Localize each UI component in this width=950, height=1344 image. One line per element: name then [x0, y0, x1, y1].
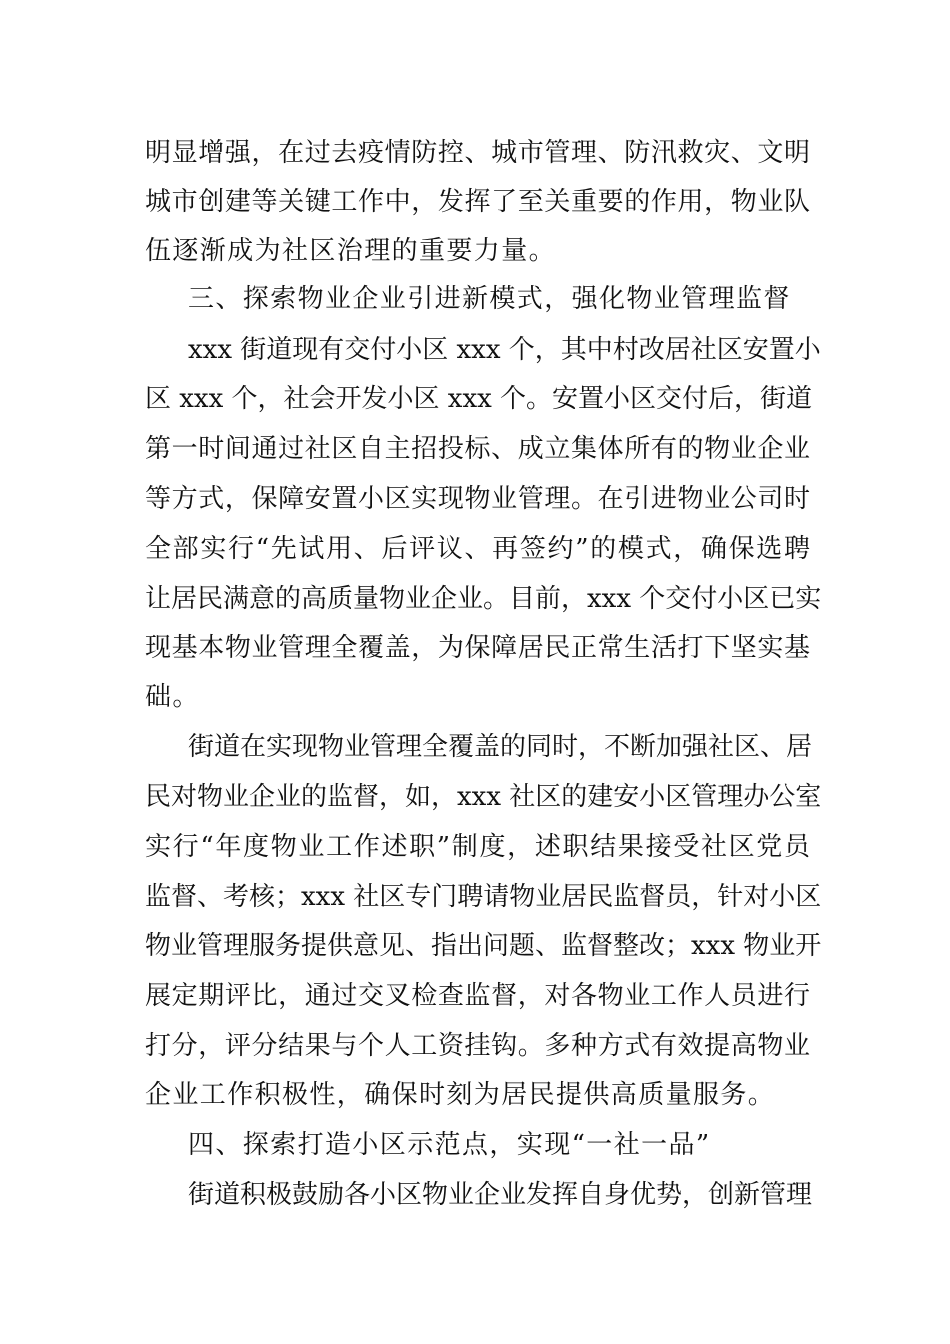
paragraph-line: 街道积极鼓励各小区物业企业发挥自身优势，创新管理 — [188, 1180, 813, 1210]
paragraph-line: 让居民满意的高质量物业企业。目前，xxx 个交付小区已实 — [145, 584, 822, 614]
section-heading: 四、探索打造小区示范点，实现“一社一品” — [188, 1130, 711, 1160]
paragraph-line: 实行“年度物业工作述职”制度，述职结果接受社区党员 — [145, 832, 810, 862]
paragraph-line: 伍逐渐成为社区治理的重要力量。 — [145, 236, 557, 266]
section-heading: 三、探索物业企业引进新模式，强化物业管理监督 — [188, 284, 791, 314]
paragraph-line: 街道在实现物业管理全覆盖的同时，不断加强社区、居 — [188, 732, 813, 762]
paragraph-line: 民对物业企业的监督，如，xxx 社区的建安小区管理办公室 — [145, 782, 822, 812]
paragraph-line: 监督、考核；xxx 社区专门聘请物业居民监督员，针对小区 — [145, 882, 822, 912]
paragraph-line: 现基本物业管理全覆盖，为保障居民正常生活打下坚实基 — [145, 633, 810, 663]
paragraph-line: xxx 街道现有交付小区 xxx 个，其中村改居社区安置小 — [188, 335, 821, 365]
paragraph-line: 打分，评分结果与个人工资挂钩。多种方式有效提高物业 — [145, 1031, 810, 1061]
paragraph-line: 城市创建等关键工作中，发挥了至关重要的作用，物业队 — [145, 187, 810, 217]
paragraph-line: 等方式，保障安置小区实现物业管理。在引进物业公司时 — [145, 484, 810, 514]
paragraph-line: 全部实行“先试用、后评议、再签约”的模式，确保选聘 — [145, 534, 810, 564]
paragraph-line: 础。 — [145, 682, 200, 712]
paragraph-line: 区 xxx 个，社会开发小区 xxx 个。安置小区交付后，街道 — [145, 384, 813, 414]
paragraph-line: 第一时间通过社区自主招投标、成立集体所有的物业企业 — [145, 434, 810, 464]
paragraph-line: 企业工作积极性，确保时刻为居民提供高质量服务。 — [145, 1080, 776, 1110]
paragraph-line: 展定期评比，通过交叉检查监督，对各物业工作人员进行 — [145, 981, 810, 1011]
paragraph-line: 物业管理服务提供意见、指出问题、监督整改；xxx 物业开 — [145, 931, 822, 961]
paragraph-line: 明显增强，在过去疫情防控、城市管理、防汛救灾、文明 — [145, 138, 810, 168]
